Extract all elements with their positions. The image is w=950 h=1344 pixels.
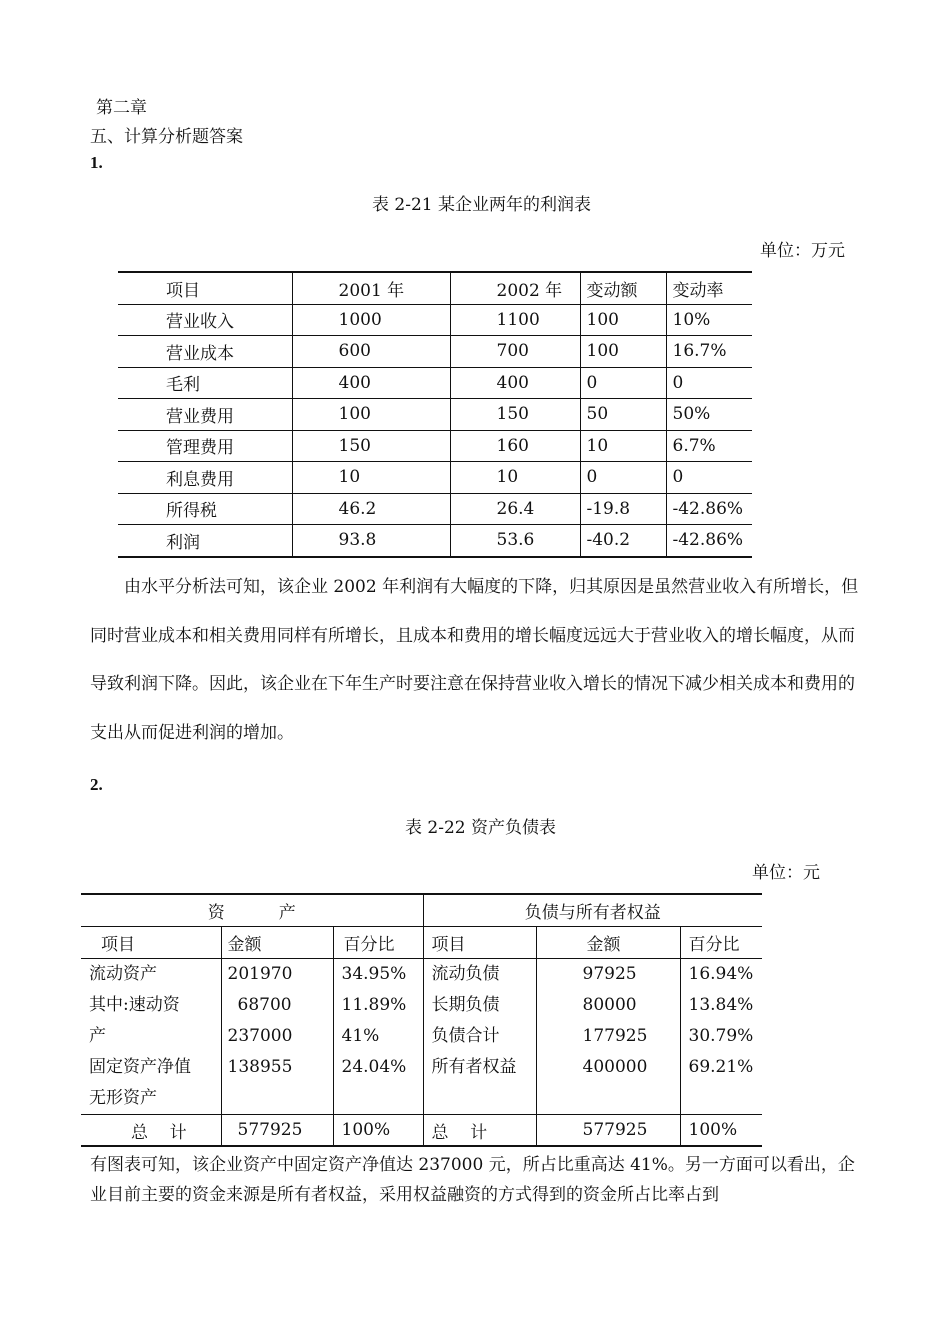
cell-2002: 700 <box>450 336 580 368</box>
asset-item: 固定资产净值 <box>89 1057 191 1077</box>
column-header: 变动额 <box>580 272 666 304</box>
subheader-percent: 百分比 <box>680 927 762 959</box>
total-label: 总 计 <box>81 1115 221 1147</box>
asset-percent: 11.89% <box>341 995 407 1015</box>
liability-item: 所有者权益 <box>431 1057 517 1077</box>
asset-item: 流动资产 <box>89 964 157 984</box>
table-row <box>118 304 752 336</box>
question-2-number: 2. <box>90 775 103 794</box>
liability-percent: 69.21% <box>688 1057 754 1077</box>
cell-change-rate: -42.86% <box>666 525 752 557</box>
analysis-paragraph-1: 由水平分析法可知，该企业 2002 年利润有大幅度的下降，归其原因是虽然营业收入有所增长，但同时营业成本和相关费用同样有所增长，且成本和费用的增长幅度远远大于营业收入的增长幅度，从而导致利润下降。因此，该企业在下年生产时要注意在保持营业收入增长的情况下减少相关成本和费用的支出从而促进利润的增加。 <box>90 577 859 743</box>
liability-percent: 13.84% <box>688 995 754 1015</box>
asset-amount: 68700 <box>237 995 292 1015</box>
cell-change-rate: 16.7% <box>666 336 752 368</box>
profit-table <box>118 271 752 558</box>
cell-change-rate: 10% <box>666 304 752 336</box>
cell-change-amount: 50 <box>580 399 666 431</box>
asset-amounts <box>228 959 333 1083</box>
table-row <box>118 367 752 399</box>
cell-change-amount: 100 <box>580 336 666 368</box>
liability-amounts <box>583 959 680 1083</box>
table-row <box>118 462 752 494</box>
cell-2002: 53.6 <box>450 525 580 557</box>
asset-item: 产 <box>89 1026 106 1046</box>
asset-items <box>89 959 221 1114</box>
cell-2002: 1100 <box>450 304 580 336</box>
cell-change-amount: 0 <box>580 367 666 399</box>
liability-amount: 400000 <box>582 1057 648 1077</box>
liability-percent: 30.79% <box>688 1026 754 1046</box>
cell-2001: 46.2 <box>292 493 450 525</box>
chapter-title: 第二章 <box>96 98 147 118</box>
balance-sheet-table <box>81 893 762 1147</box>
cell-item: 毛利 <box>118 367 292 399</box>
subheader-amount: 金额 <box>536 927 680 959</box>
cell-change-rate: -42.86% <box>666 493 752 525</box>
cell-2002: 10 <box>450 462 580 494</box>
cell-change-amount: 0 <box>580 462 666 494</box>
asset-percent: 34.95% <box>341 964 407 984</box>
cell-item: 利润 <box>118 525 292 557</box>
cell-2002: 150 <box>450 399 580 431</box>
cell-item: 营业费用 <box>118 399 292 431</box>
total-amount: 577925 <box>221 1115 333 1147</box>
cell-2001: 93.8 <box>292 525 450 557</box>
column-header: 2002 年 <box>450 272 580 304</box>
asset-item: 其中:速动资 <box>89 995 180 1015</box>
cell-change-amount: -40.2 <box>580 525 666 557</box>
section-title: 五、计算分析题答案 <box>90 127 243 147</box>
asset-amount: 138955 <box>227 1057 293 1077</box>
liability-amount: 177925 <box>582 1026 648 1046</box>
asset-amount: 237000 <box>227 1026 293 1046</box>
cell-change-rate: 6.7% <box>666 430 752 462</box>
liability-amount: 97925 <box>582 964 637 984</box>
cell-item: 营业收入 <box>118 304 292 336</box>
question-1-number: 1. <box>90 153 103 172</box>
assets-header: 资 产 <box>81 894 423 927</box>
asset-percent: 41% <box>341 1026 380 1046</box>
cell-change-amount: 10 <box>580 430 666 462</box>
liability-items <box>432 959 536 1083</box>
table-1-unit: 单位：万元 <box>760 241 845 261</box>
asset-percent: 24.04% <box>341 1057 407 1077</box>
total-percent: 100% <box>333 1115 423 1147</box>
cell-2001: 100 <box>292 399 450 431</box>
subheader-amount: 金额 <box>221 927 333 959</box>
table-header-row <box>118 272 752 304</box>
liabilities-header: 负债与所有者权益 <box>423 894 762 927</box>
cell-change-amount: 100 <box>580 304 666 336</box>
cell-change-rate: 0 <box>666 462 752 494</box>
cell-change-rate: 0 <box>666 367 752 399</box>
table-row <box>118 399 752 431</box>
subheader-item: 项目 <box>81 927 221 959</box>
table-row <box>118 525 752 557</box>
cell-2001: 1000 <box>292 304 450 336</box>
analysis-paragraph-2: 有图表可知，该企业资产中固定资产净值达 237000 元，所占比重高达 41%。另一方面可以看出，企业目前主要的资金来源是所有者权益，采用权益融资的方式得到的资金所占比率占到 <box>90 1155 855 1205</box>
table-row <box>118 336 752 368</box>
cell-change-rate: 50% <box>666 399 752 431</box>
table-2-unit: 单位：元 <box>752 863 820 883</box>
liability-amount: 80000 <box>582 995 637 1015</box>
total-label: 总 计 <box>423 1115 536 1147</box>
cell-2001: 10 <box>292 462 450 494</box>
total-amount: 577925 <box>536 1115 680 1147</box>
subheader-percent: 百分比 <box>333 927 423 959</box>
cell-item: 营业成本 <box>118 336 292 368</box>
table-row <box>118 430 752 462</box>
table-row <box>118 493 752 525</box>
cell-2002: 26.4 <box>450 493 580 525</box>
cell-2001: 600 <box>292 336 450 368</box>
cell-change-amount: -19.8 <box>580 493 666 525</box>
cell-item: 利息费用 <box>118 462 292 494</box>
cell-item: 所得税 <box>118 493 292 525</box>
liability-percent: 16.94% <box>688 964 754 984</box>
table-1-caption: 表 2-21 某企业两年的利润表 <box>372 195 591 215</box>
asset-amount: 201970 <box>227 964 293 984</box>
column-header: 项目 <box>118 272 292 304</box>
liability-percents <box>689 959 763 1083</box>
column-header: 变动率 <box>666 272 752 304</box>
column-header: 2001 年 <box>292 272 450 304</box>
cell-item: 管理费用 <box>118 430 292 462</box>
cell-2002: 400 <box>450 367 580 399</box>
subheader-item: 项目 <box>423 927 536 959</box>
asset-percents <box>342 959 423 1083</box>
liability-item: 长期负债 <box>431 995 500 1015</box>
table-2-caption: 表 2-22 资产负债表 <box>405 818 556 838</box>
cell-2002: 160 <box>450 430 580 462</box>
asset-item: 无形资产 <box>89 1088 157 1108</box>
total-percent: 100% <box>680 1115 762 1147</box>
liability-item: 流动负债 <box>431 964 500 984</box>
cell-2001: 400 <box>292 367 450 399</box>
liability-item: 负债合计 <box>431 1026 500 1046</box>
cell-2001: 150 <box>292 430 450 462</box>
